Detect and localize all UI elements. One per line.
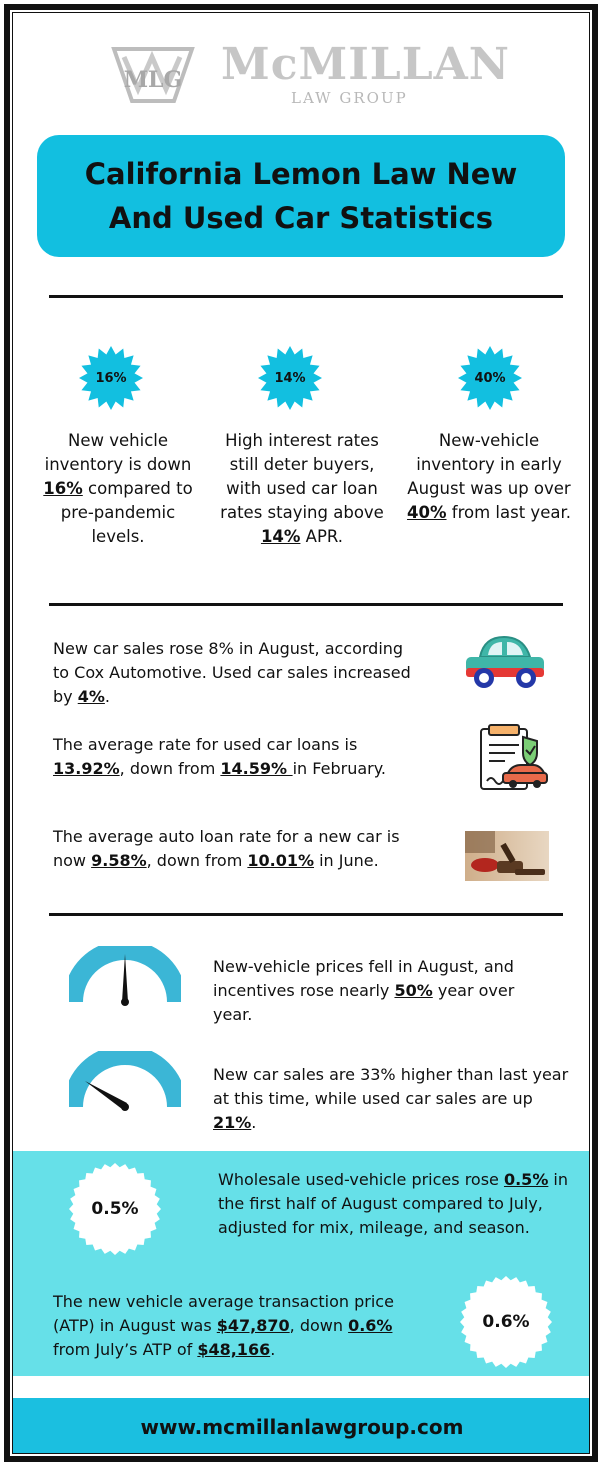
fact-text: The average rate for used car loans is 13.92%, down from 14.59% in February. xyxy=(53,735,386,778)
brand-name: McMILLAN xyxy=(221,39,511,90)
brand-subtitle: LAW GROUP xyxy=(291,89,408,107)
band-value: $48,166 xyxy=(197,1340,271,1359)
speedometer-gauge-icon xyxy=(69,946,181,1006)
badge-label: 40% xyxy=(474,370,506,386)
divider xyxy=(49,295,563,298)
page-title xyxy=(85,152,518,240)
fact-value: 14.59% xyxy=(220,759,293,778)
divider xyxy=(49,603,563,606)
stat-value: 40% xyxy=(407,503,447,522)
band-text: Wholesale used-vehicle prices rose 0.5% in the first half of August compared to July, adjusted for mix, mileage, and season. xyxy=(218,1170,569,1237)
stat-value: 16% xyxy=(43,479,83,498)
gavel-photo xyxy=(465,831,549,881)
band-text: The new vehicle average transaction price (ATP) in August was $47,870, down 0.6% from July’s ATP of $48,166. xyxy=(53,1292,394,1359)
divider xyxy=(49,913,563,916)
gauge-value: 21% xyxy=(213,1113,252,1132)
stat-value: 14% xyxy=(260,527,301,546)
fact-value: 13.92% xyxy=(53,759,120,778)
title-line-2: And Used Car Statistics xyxy=(108,201,494,235)
stat-text: New vehicle inventory is down 16% compared to pre-pandemic levels. xyxy=(43,431,193,546)
monogram-letters: MLG xyxy=(123,67,183,93)
badge-label: 16% xyxy=(95,370,127,386)
fact-text: The average auto loan rate for a new car is now 9.58%, down from 10.01% in June. xyxy=(53,827,400,870)
fact-value: 10.01% xyxy=(247,851,315,870)
burst-badge xyxy=(258,346,322,410)
logo xyxy=(108,39,511,111)
stat-text: High interest rates still deter buyers, with used car loan rates staying above 14% APR. xyxy=(220,431,384,546)
monogram-shield-icon xyxy=(108,43,198,109)
badge-label: 0.5% xyxy=(91,1199,139,1219)
loan-document-icon xyxy=(475,723,549,795)
gauge-text: New-vehicle prices fell in August, and incentives rose nearly 50% year over year. xyxy=(213,957,515,1024)
fact-value: 4% xyxy=(77,687,105,706)
band-value: 0.5% xyxy=(503,1170,549,1189)
gauge-value: 50% xyxy=(394,981,433,1000)
badge-label: 0.6% xyxy=(482,1312,530,1332)
speedometer-gauge-icon xyxy=(69,1051,181,1111)
band-value: $47,870 xyxy=(216,1316,290,1335)
footer-url[interactable]: www.mcmillanlawgroup.com xyxy=(13,1398,590,1454)
title-line-1: California Lemon Law New xyxy=(84,157,518,191)
badge-label: 14% xyxy=(274,370,306,386)
infographic-panel xyxy=(12,12,590,1454)
car-icon xyxy=(462,633,548,691)
gauge-text: New car sales are 33% higher than last year at this time, while used car sales are up 21%. xyxy=(213,1065,569,1132)
band-value: 0.6% xyxy=(348,1316,393,1335)
scalloped-badge xyxy=(460,1276,552,1368)
stat-text: New-vehicle inventory in early August was up over 40% from last year. xyxy=(407,431,571,522)
title-banner xyxy=(37,135,565,257)
fact-value: 9.58% xyxy=(91,851,147,870)
burst-badge xyxy=(79,346,143,410)
burst-badge xyxy=(458,346,522,410)
fact-text: New car sales rose 8% in August, according to Cox Automotive. Used car sales increased by 4%. xyxy=(53,639,411,706)
scalloped-badge xyxy=(69,1163,161,1255)
